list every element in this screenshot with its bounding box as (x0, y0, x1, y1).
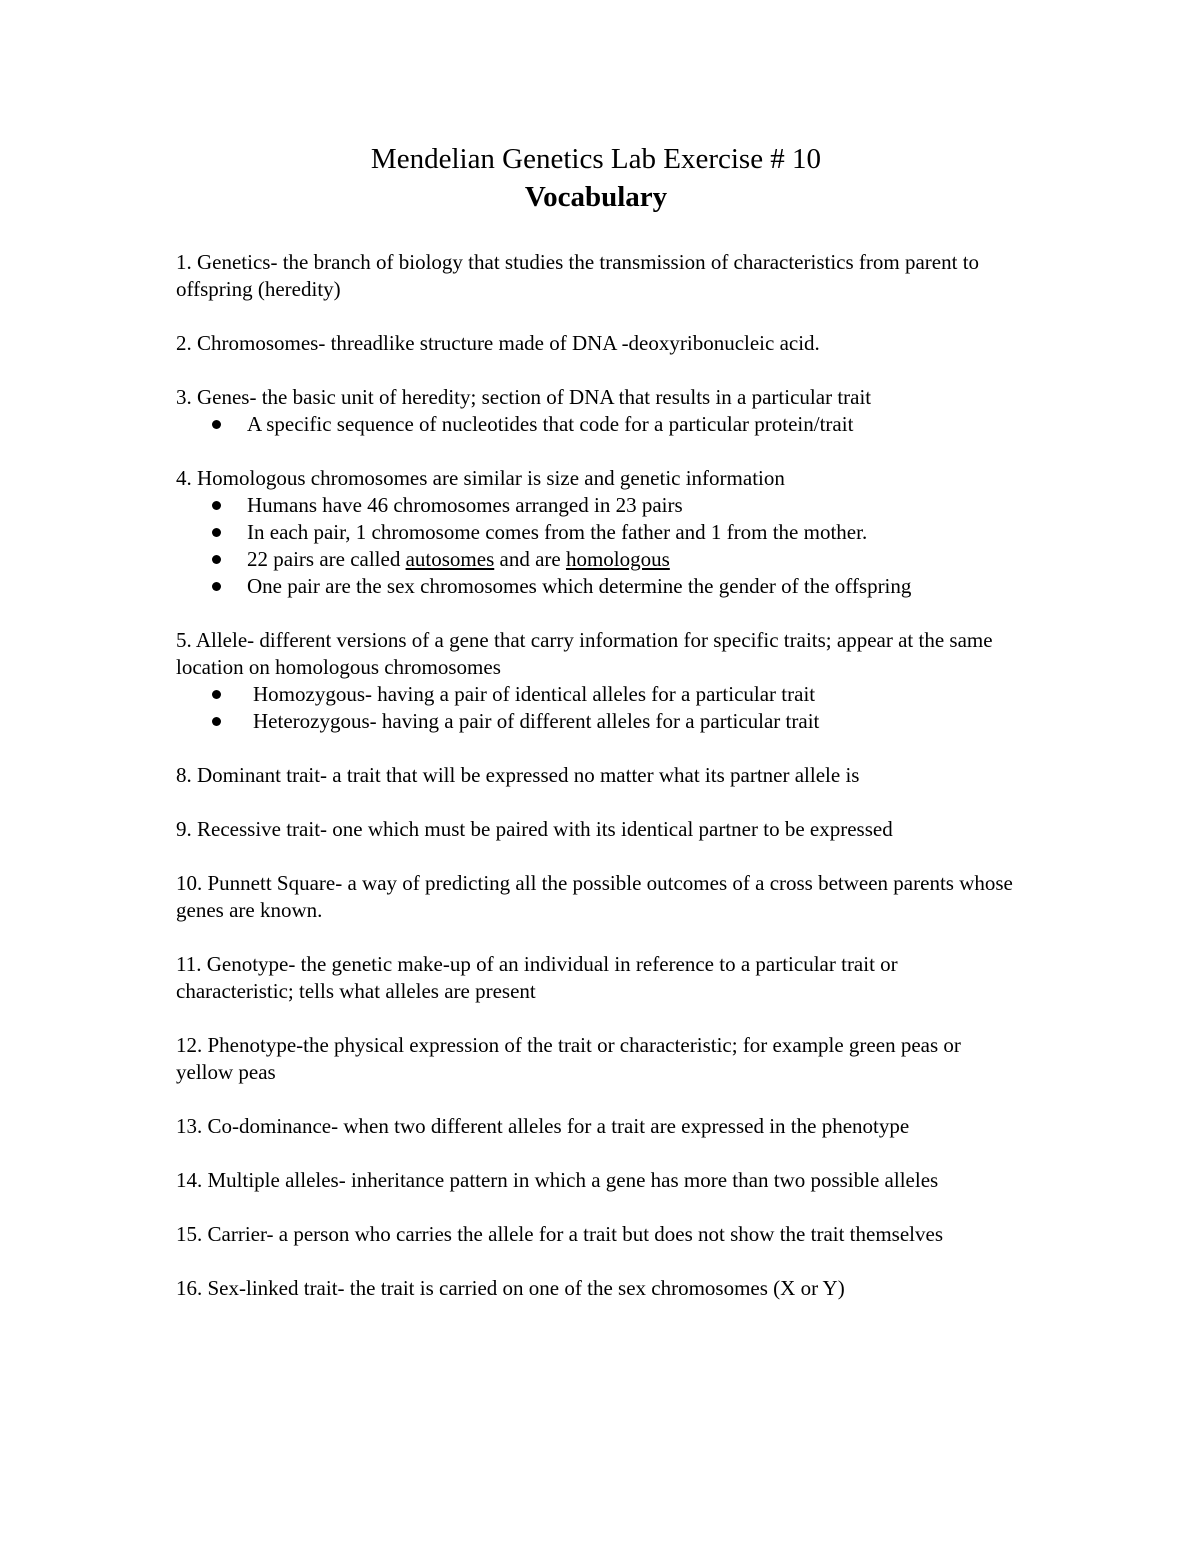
page-subtitle: Vocabulary (524, 181, 668, 213)
entry-text: 13. Co-dominance- when two different alleles for a trait are expressed in the phenotype (176, 1114, 910, 1138)
vocab-entry-carrier (176, 1221, 1016, 1248)
vocab-entry-genetics (176, 249, 1016, 303)
vocab-entry-sex-linked-trait (176, 1275, 1016, 1302)
vocab-entry-phenotype (176, 1032, 1016, 1086)
entry-text: 1. Genetics- the branch of biology that studies the transmission of characteristics from parent to offspring (heredity) (176, 250, 980, 301)
entry-text: 11. Genotype- the genetic make-up of an individual in reference to a particular trait or characteristic; tells what alleles are present (176, 952, 898, 1003)
entry-text: 5. Allele- different versions of a gene that carry information for specific traits; appear at the same location on homologous chromosomes (176, 628, 993, 679)
bullet-item: In each pair, 1 chromosome comes from the father and 1 from the mother. (212, 519, 1016, 546)
bullet-icon (212, 501, 221, 510)
bullet-item: One pair are the sex chromosomes which determine the gender of the offspring (212, 573, 1016, 600)
bullet-list (176, 411, 1016, 438)
vocab-entry-multiple-alleles (176, 1167, 1016, 1194)
bullet-item: 22 pairs are called autosomes and are homologous (212, 546, 1016, 573)
vocab-entry-co-dominance (176, 1113, 1016, 1140)
vocab-entry-homologous-chromosomes (176, 465, 1016, 600)
underlined-term-autosomes: autosomes (405, 547, 495, 571)
vocab-entry-chromosomes (176, 330, 1016, 357)
page-title: Mendelian Genetics Lab Exercise # 10 (370, 143, 822, 175)
bullet-icon (212, 420, 221, 429)
bullet-list (176, 681, 1016, 735)
entry-text: 4. Homologous chromosomes are similar is size and genetic information (176, 466, 785, 490)
underlined-term-homologous: homologous (565, 547, 670, 571)
entry-text: 2. Chromosomes- threadlike structure made of DNA -deoxyribonucleic acid. (176, 331, 820, 355)
bullet-list (176, 492, 1016, 600)
entry-text: 9. Recessive trait- one which must be paired with its identical partner to be expressed (176, 817, 893, 841)
bullet-icon (212, 582, 221, 591)
vocab-entry-genotype (176, 951, 1016, 1005)
document-page (176, 140, 1016, 1329)
bullet-icon (212, 528, 221, 537)
bullet-icon (212, 717, 221, 726)
entry-text: 14. Multiple alleles- inheritance pattern in which a gene has more than two possible alleles (176, 1168, 939, 1192)
vocab-entry-dominant-trait (176, 762, 1016, 789)
bullet-item: A specific sequence of nucleotides that code for a particular protein/trait (212, 411, 1016, 438)
entry-text: 12. Phenotype-the physical expression of the trait or characteristic; for example green peas or yellow peas (176, 1033, 961, 1084)
entry-text: 8. Dominant trait- a trait that will be expressed no matter what its partner allele is (176, 763, 860, 787)
vocab-entry-allele (176, 627, 1016, 735)
bullet-item: Humans have 46 chromosomes arranged in 23 pairs (212, 492, 1016, 519)
bullet-icon (212, 555, 221, 564)
bullet-item: Heterozygous- having a pair of different alleles for a particular trait (212, 708, 1016, 735)
entry-text: 15. Carrier- a person who carries the allele for a trait but does not show the trait themselves (176, 1222, 943, 1246)
bullet-item: Homozygous- having a pair of identical alleles for a particular trait (212, 681, 1016, 708)
vocab-entry-punnett-square (176, 870, 1016, 924)
bullet-icon (212, 690, 221, 699)
entry-text: 10. Punnett Square- a way of predicting all the possible outcomes of a cross between parents whose genes are known. (176, 871, 1013, 922)
vocab-entry-recessive-trait (176, 816, 1016, 843)
entry-text: 3. Genes- the basic unit of heredity; section of DNA that results in a particular trait (176, 385, 872, 409)
vocab-entry-genes (176, 384, 1016, 438)
entry-text: 16. Sex-linked trait- the trait is carried on one of the sex chromosomes (X or Y) (176, 1276, 845, 1300)
